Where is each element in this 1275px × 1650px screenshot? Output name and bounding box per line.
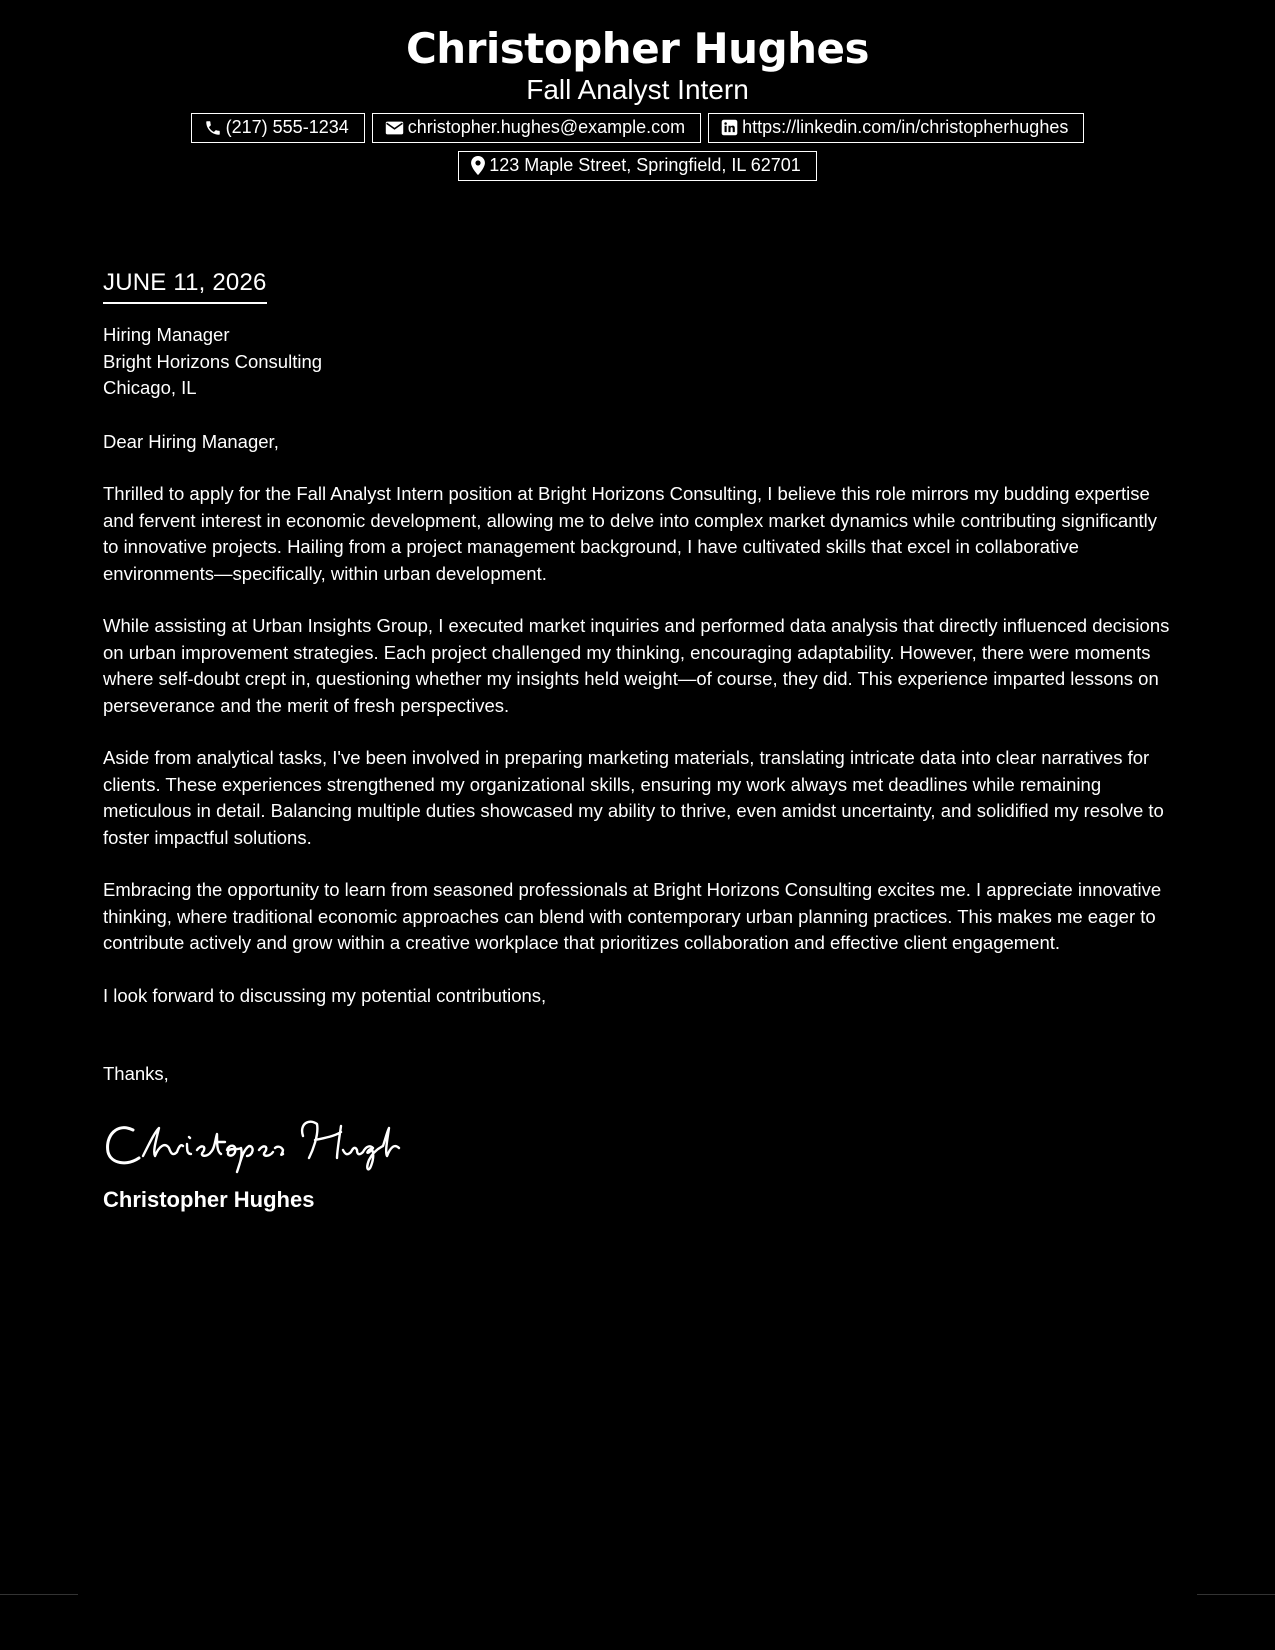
letter-date: JUNE 11, 2026 (103, 268, 267, 304)
recipient-line: Hiring Manager (103, 324, 230, 345)
address-text: 123 Maple Street, Springfield, IL 62701 (489, 155, 801, 175)
signoff: Thanks, (103, 1063, 169, 1084)
signed-name: Christopher Hughes (103, 1186, 315, 1212)
phone-icon (204, 119, 222, 137)
email-text: christopher.hughes@example.com (407, 117, 686, 137)
letter-header (0, 0, 1275, 181)
letter-body (103, 268, 1173, 1214)
job-title: Fall Analyst Intern (526, 74, 749, 105)
map-pin-icon (471, 156, 485, 175)
contact-row (0, 113, 1275, 143)
closing-line: I look forward to discussing my potential contributions, (103, 984, 547, 1006)
linkedin-contact[interactable] (708, 113, 1084, 143)
email-contact[interactable] (372, 113, 701, 143)
salutation: Dear Hiring Manager, (103, 430, 279, 452)
address-contact[interactable] (458, 151, 817, 181)
phone-contact[interactable] (191, 113, 365, 143)
phone-text: (217) 555-1234 (225, 117, 349, 137)
footer-divider-left (0, 1594, 78, 1595)
body-paragraph: While assisting at Urban Insights Group, I executed market inquiries and performed data analysis that directly influenced decisions on urban improvement strategies. Each project challenged my thinking, encouraging adaptability. However, there were moments where self-doubt crept in, questioning whether my insights held weight—of course, they did. This experience imparted lessons on perseverance and the merit of fresh perspectives. (103, 615, 1170, 716)
applicant-name: Christopher Hughes (405, 24, 870, 73)
body-paragraph: Thrilled to apply for the Fall Analyst Intern position at Bright Horizons Consulting, I believe this role mirrors my budding expertise and fervent interest in economic development, allowing me to delve into complex market dynamics while contributing significantly to innovative projects. Hailing from a project management background, I have cultivated skills that excel in collaborative environments—specifically, within urban development. (103, 483, 1157, 584)
body-paragraph: Embracing the opportunity to learn from seasoned professionals at Bright Horizons Consulting excites me. I appreciate innovative thinking, where traditional economic approaches can blend with contemporary urban planning practices. This makes me eager to contribute actively and grow within a creative workplace that prioritizes collaboration and effective client engagement. (103, 879, 1162, 953)
linkedin-text: https://linkedin.com/in/christopherhughes (742, 117, 1069, 137)
recipient-line: Bright Horizons Consulting (103, 350, 323, 372)
footer-divider-right (1197, 1594, 1275, 1595)
contact-row-address (0, 151, 1275, 181)
handwritten-signature (103, 1110, 403, 1176)
recipient-block (103, 322, 1173, 402)
linkedin-icon (721, 119, 738, 136)
recipient-line: Chicago, IL (103, 377, 197, 398)
envelope-icon (385, 120, 404, 136)
body-paragraph: Aside from analytical tasks, I've been involved in preparing marketing materials, translating intricate data into clear narratives for clients. These experiences strengthened my organizational skills, ensuring my work always met deadlines while remaining meticulous in detail. Balancing multiple duties showcased my ability to thrive, even amidst uncertainty, and solidified my resolve to foster impactful solutions. (103, 747, 1164, 848)
